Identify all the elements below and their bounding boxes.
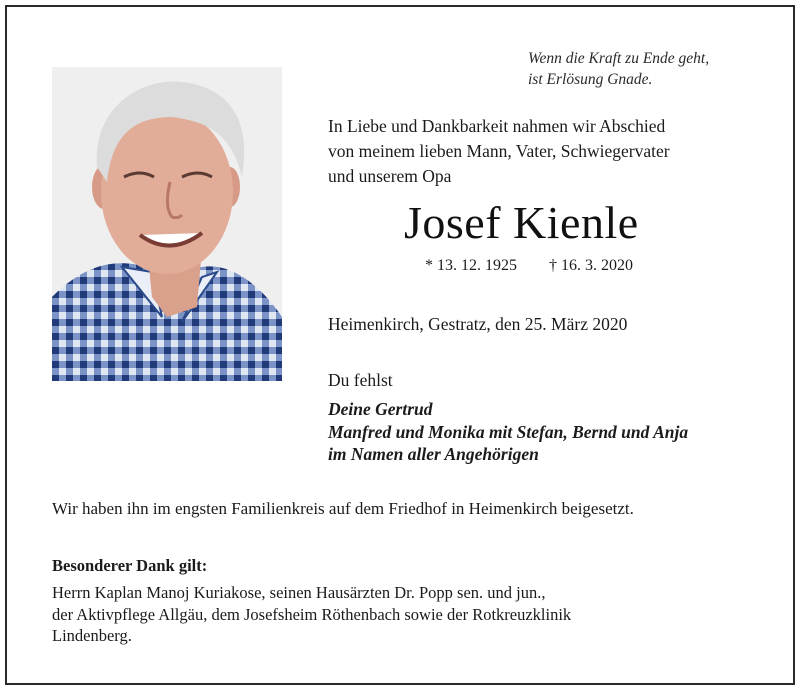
missed-text: Du fehlst — [328, 370, 393, 390]
intro-line: In Liebe und Dankbarkeit nahmen wir Abschied — [328, 116, 666, 136]
place-date: Heimenkirch, Gestratz, den 25. März 2020 — [328, 314, 628, 334]
signers-block — [328, 398, 688, 466]
intro-line: und unserem Opa — [328, 166, 452, 186]
motto-line: ist Erlösung Gnade. — [528, 71, 653, 88]
motto-line: Wenn die Kraft zu Ende geht, — [528, 50, 710, 67]
deceased-name: Josef Kienle — [404, 197, 639, 248]
signer-line: im Namen aller Angehörigen — [328, 444, 539, 464]
intro-line: von meinem lieben Mann, Vater, Schwiegervater — [328, 141, 670, 161]
intro-text — [328, 114, 670, 189]
signer-line: Manfred und Monika mit Stefan, Bernd und Anja — [328, 421, 689, 442]
portrait-photo — [52, 67, 282, 381]
death-date: † 16. 3. 2020 — [549, 257, 633, 274]
thanks-line: Herrn Kaplan Manoj Kuriakose, seinen Hausärzten Dr. Popp sen. und jun., — [52, 583, 546, 602]
life-dates — [425, 257, 633, 275]
thanks-heading: Besonderer Dank gilt: — [52, 556, 208, 575]
thanks-text — [52, 582, 571, 647]
burial-notice: Wir haben ihn im engsten Familienkreis auf dem Friedhof in Heimenkirch beigesetzt. — [52, 499, 634, 518]
thanks-line: der Aktivpflege Allgäu, dem Josefsheim Röthenbach sowie der Rotkreuzklinik — [52, 604, 572, 624]
signer-line: Deine Gertrud — [328, 399, 433, 419]
portrait-illustration — [52, 67, 282, 381]
motto-quote — [528, 48, 709, 90]
thanks-line: Lindenberg. — [52, 626, 132, 645]
birth-date: * 13. 12. 1925 — [425, 257, 517, 274]
